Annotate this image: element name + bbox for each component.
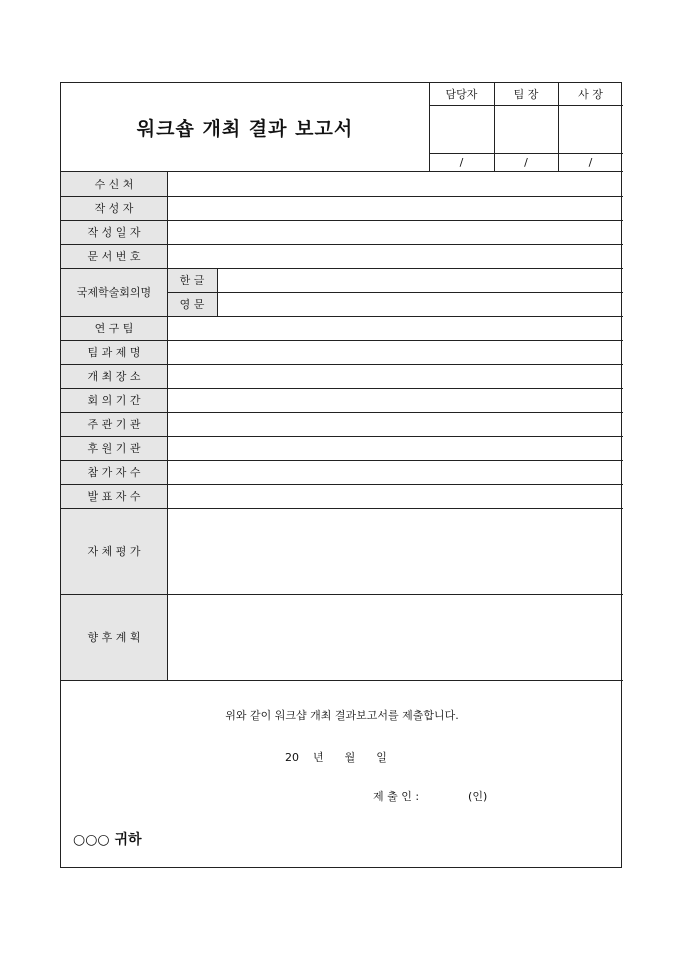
approval-header-president: 사 장 [578, 88, 603, 101]
recipient-line: ○○○ 귀하 [73, 832, 142, 848]
label-conference-name: 국제학술회의명 [61, 268, 167, 316]
submission-statement: 위와 같이 워크샵 개최 결과보고서를 제출합니다. [225, 709, 459, 722]
field-date-written[interactable] [168, 220, 623, 244]
field-host-org[interactable] [168, 412, 623, 436]
field-recipient[interactable] [168, 172, 623, 196]
label-self-evaluation: 자 체 평 가 [61, 508, 167, 594]
field-presenter-count[interactable] [168, 484, 623, 508]
label-venue: 개 최 장 소 [61, 364, 167, 388]
approval-sign-president[interactable] [558, 105, 623, 153]
row-divider [61, 244, 623, 245]
row-divider [167, 292, 623, 293]
field-meeting-period[interactable] [168, 388, 623, 412]
row-divider [61, 316, 623, 317]
submitter-line: 제 출 인 : (인) [373, 790, 488, 803]
sublabel-english: 영 문 [167, 292, 217, 316]
label-team-project: 팀 과 제 명 [61, 340, 167, 364]
sublabel-korean: 한 글 [167, 268, 217, 292]
label-recipient: 수 신 처 [61, 172, 167, 196]
row-divider [61, 460, 623, 461]
label-sponsor-org: 후 원 기 관 [61, 436, 167, 460]
approval-sign-manager[interactable] [429, 105, 494, 153]
row-divider [61, 436, 623, 437]
label-research-team: 연 구 팀 [61, 316, 167, 340]
field-conference-name-english[interactable] [218, 292, 623, 316]
field-research-team[interactable] [168, 316, 623, 340]
approval-header-manager: 담당자 [445, 88, 478, 101]
row-divider [61, 594, 623, 595]
field-participant-count[interactable] [168, 460, 623, 484]
row-divider [61, 484, 623, 485]
row-divider [61, 268, 623, 269]
field-self-evaluation[interactable] [168, 508, 623, 594]
report-form [60, 82, 622, 868]
approval-date-manager: / [459, 155, 464, 169]
label-document-number: 문 서 번 호 [61, 244, 167, 268]
field-author[interactable] [168, 196, 623, 220]
row-divider [61, 388, 623, 389]
submission-date: 20 년 월 일 [285, 751, 387, 764]
row-divider [61, 412, 623, 413]
row-divider [61, 364, 623, 365]
label-date-written: 작 성 일 자 [61, 220, 167, 244]
field-venue[interactable] [168, 364, 623, 388]
field-document-number[interactable] [168, 244, 623, 268]
row-divider [61, 196, 623, 197]
approval-header-team-lead: 팀 장 [513, 88, 539, 101]
row-divider [61, 220, 623, 221]
field-conference-name-korean[interactable] [218, 268, 623, 292]
approval-date-president: / [588, 155, 593, 169]
field-sponsor-org[interactable] [168, 436, 623, 460]
label-participant-count: 참 가 자 수 [61, 460, 167, 484]
row-divider [61, 340, 623, 341]
row-divider [61, 508, 623, 509]
approval-date-team-lead: / [524, 155, 528, 169]
field-future-plan[interactable] [168, 594, 623, 680]
approval-sign-team-lead[interactable] [494, 105, 558, 153]
field-team-project[interactable] [168, 340, 623, 364]
form-title: 워크숍 개최 결과 보고서 [136, 117, 354, 140]
label-host-org: 주 관 기 관 [61, 412, 167, 436]
label-presenter-count: 발 표 자 수 [61, 484, 167, 508]
label-meeting-period: 회 의 기 간 [61, 388, 167, 412]
column-divider [217, 268, 218, 316]
row-divider [61, 680, 623, 681]
label-future-plan: 향 후 계 획 [61, 594, 167, 680]
label-author: 작 성 자 [61, 196, 167, 220]
column-divider [167, 171, 168, 680]
